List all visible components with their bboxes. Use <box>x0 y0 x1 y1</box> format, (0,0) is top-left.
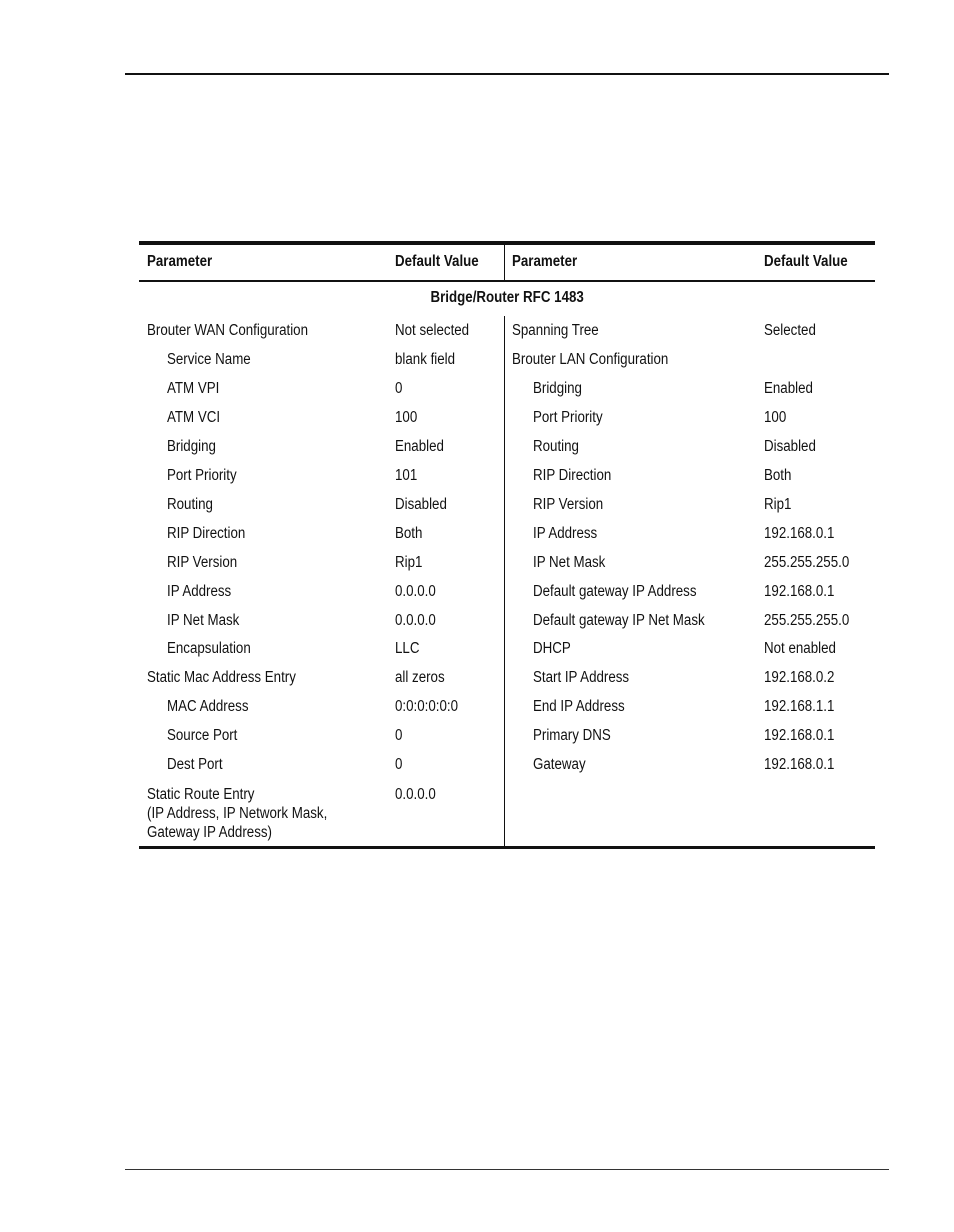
left-row-parameter: RIP Version <box>167 553 238 571</box>
left-row-parameter: Dest Port <box>167 756 223 774</box>
left-row-parameter: IP Address <box>167 582 232 600</box>
right-row-value: Not enabled <box>764 640 836 658</box>
right-row-parameter: Routing <box>533 437 579 455</box>
left-row-value: LLC <box>395 640 420 658</box>
right-row-value: 192.168.0.1 <box>764 524 835 542</box>
left-row-parameter: Source Port <box>167 727 238 745</box>
header-right-parameter: Parameter <box>512 253 578 270</box>
table-column-divider <box>504 245 505 846</box>
left-row-value: 0 <box>395 727 403 745</box>
left-row-parameter: RIP Direction <box>167 524 246 542</box>
right-row-parameter: Brouter LAN Configuration <box>512 350 669 368</box>
right-row-value: Disabled <box>764 437 816 455</box>
defaults-table <box>139 241 875 849</box>
header-left-default-value: Default Value <box>395 253 479 270</box>
left-row-value: 0.0.0.0 <box>395 611 436 629</box>
static-route-line-2: (IP Address, IP Network Mask, <box>147 805 328 822</box>
section-caption <box>139 288 875 307</box>
right-row-parameter: Port Priority <box>533 408 603 426</box>
table-row-static-route-param <box>147 785 371 842</box>
right-row-value: 255.255.255.0 <box>764 553 850 571</box>
left-row-value: 0.0.0.0 <box>395 582 436 600</box>
right-row-parameter: Spanning Tree <box>512 322 599 339</box>
right-row-value: 100 <box>764 408 787 426</box>
right-row-parameter: Default gateway IP Address <box>533 582 697 600</box>
table-top-border <box>139 241 875 245</box>
footer-rule <box>125 1169 889 1170</box>
right-row-value: Rip1 <box>764 495 792 513</box>
right-row-parameter: RIP Direction <box>533 466 612 484</box>
left-row-value: 0 <box>395 379 403 397</box>
right-row-value: 192.168.0.1 <box>764 582 835 600</box>
right-row-value: Both <box>764 466 792 484</box>
table-bottom-border <box>139 846 875 849</box>
right-row-parameter: Bridging <box>533 379 582 397</box>
left-row-value: Both <box>395 524 423 542</box>
left-row-parameter: Bridging <box>167 437 216 455</box>
header-left-parameter: Parameter <box>147 253 213 270</box>
right-row-parameter: RIP Version <box>533 495 604 513</box>
left-row-value: 100 <box>395 408 418 426</box>
left-row-parameter: IP Net Mask <box>167 611 240 629</box>
left-row-parameter: Brouter WAN Configuration <box>147 322 309 339</box>
right-row-value: 192.168.0.2 <box>764 669 835 687</box>
right-row-parameter: Start IP Address <box>533 669 630 687</box>
right-row-parameter: Gateway <box>533 756 586 774</box>
right-row-parameter: End IP Address <box>533 698 625 716</box>
left-row-value: 0 <box>395 756 403 774</box>
section-caption-text: Bridge/Router RFC 1483 <box>430 289 584 306</box>
left-row-parameter: ATM VCI <box>167 408 221 426</box>
left-row-value: 0:0:0:0:0:0 <box>395 698 459 716</box>
left-row-parameter: ATM VPI <box>167 379 220 397</box>
left-row-parameter: Service Name <box>167 350 251 368</box>
right-row-parameter: IP Net Mask <box>533 553 606 571</box>
header-rule <box>125 73 889 75</box>
left-row-value: blank field <box>395 350 456 368</box>
right-row-value: 192.168.0.1 <box>764 727 835 745</box>
left-row-value: Not selected <box>395 322 470 339</box>
left-row-value: Rip1 <box>395 553 423 571</box>
right-row-value: Enabled <box>764 379 813 397</box>
right-row-value: 192.168.0.1 <box>764 756 835 774</box>
right-row-parameter: Primary DNS <box>533 727 611 745</box>
right-row-value: Selected <box>764 322 816 339</box>
left-row-value: all zeros <box>395 669 445 687</box>
left-row-parameter: Port Priority <box>167 466 237 484</box>
static-route-line-3: Gateway IP Address) <box>147 824 272 841</box>
left-row-parameter: Encapsulation <box>167 640 251 658</box>
right-row-parameter: DHCP <box>533 640 571 658</box>
table-row-static-route-value: 0.0.0.0 <box>395 786 436 803</box>
left-row-value: 101 <box>395 466 418 484</box>
right-row-parameter: IP Address <box>533 524 598 542</box>
left-row-parameter: MAC Address <box>167 698 249 716</box>
left-row-parameter: Static Mac Address Entry <box>147 669 296 687</box>
right-row-value: 255.255.255.0 <box>764 611 850 629</box>
header-right-default-value: Default Value <box>764 253 848 270</box>
left-row-value: Disabled <box>395 495 447 513</box>
left-row-value: Enabled <box>395 437 444 455</box>
right-row-value: 192.168.1.1 <box>764 698 835 716</box>
left-row-parameter: Routing <box>167 495 213 513</box>
static-route-line-1: Static Route Entry <box>147 786 255 803</box>
right-row-parameter: Default gateway IP Net Mask <box>533 611 705 629</box>
